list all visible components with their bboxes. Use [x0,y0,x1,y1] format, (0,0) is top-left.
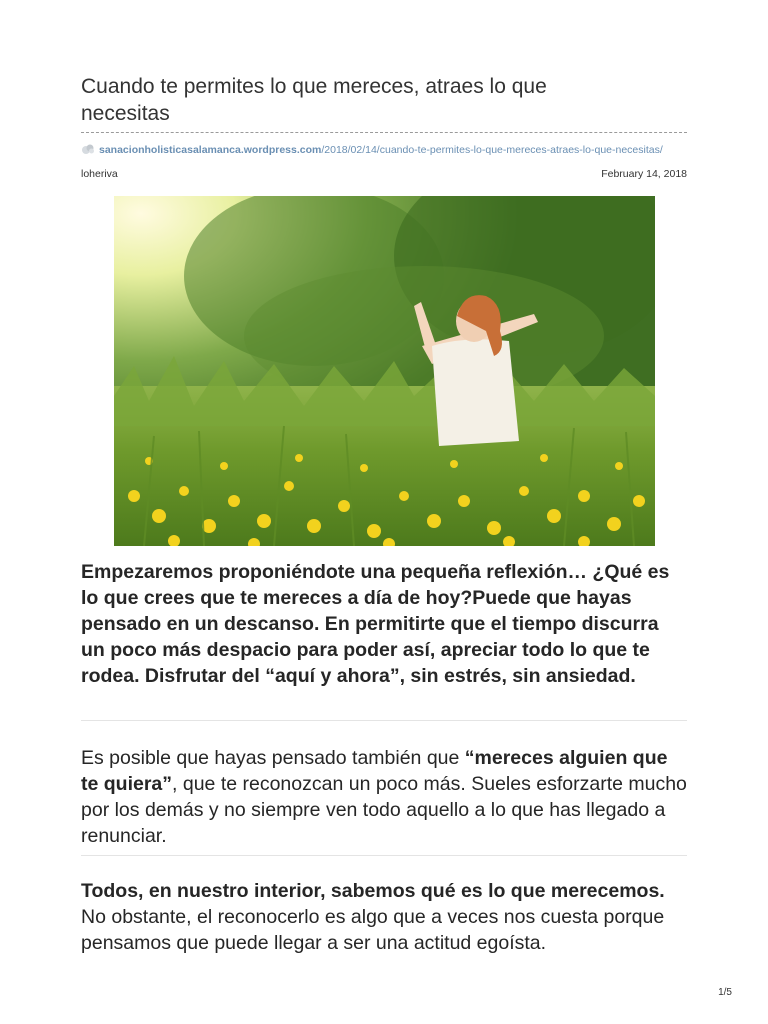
p2-emphasis: “mereces alguien que te quiera” [81,747,668,795]
paragraph-divider [81,855,687,856]
source-domain[interactable]: sanacionholisticasalamanca.wordpress.com [99,144,322,156]
p2-text-c: , que te reconozcan un poco más. Sueles esforzarte mucho por los demás y no siempre ven todo aquello a lo que has llegado a renunciar. [81,773,687,847]
body-paragraph-3 [81,878,687,956]
author-name: loheriva [81,168,118,180]
p2-text-a: Es posible que hayas pensado también que [81,747,465,769]
publish-date: February 14, 2018 [601,168,687,180]
paragraph-divider [81,720,687,721]
body-paragraph-2 [81,745,687,849]
site-icon [81,143,95,155]
title-divider [81,132,687,133]
p3-text-b: No obstante, el reconocerlo es algo que a veces nos cuesta porque pensamos que puede llegar a ser una actitud egoísta. [81,906,665,954]
hero-photo [114,196,655,546]
intro-paragraph: Empezaremos proponiéndote una pequeña reflexión… ¿Qué es lo que crees que te mereces a día de hoy?Puede que hayas pensado en un descanso. En permitirte que el tiempo discurra un poco más despacio para poder así, apreciar todo lo que te rodea. Disfrutar del “aquí y ahora”, sin estrés, sin ansiedad. [81,561,670,687]
source-path[interactable]: /2018/02/14/cuando-te-permites-lo-que-mereces-atraes-lo-que-necesitas/ [321,144,663,156]
page-number: 1/5 [718,987,732,998]
p3-emphasis: Todos, en nuestro interior, sabemos qué es lo que merecemos. [81,880,665,902]
source-url[interactable] [81,142,687,158]
page-title: Cuando te permites lo que mereces, atraes lo que necesitas [81,75,547,125]
